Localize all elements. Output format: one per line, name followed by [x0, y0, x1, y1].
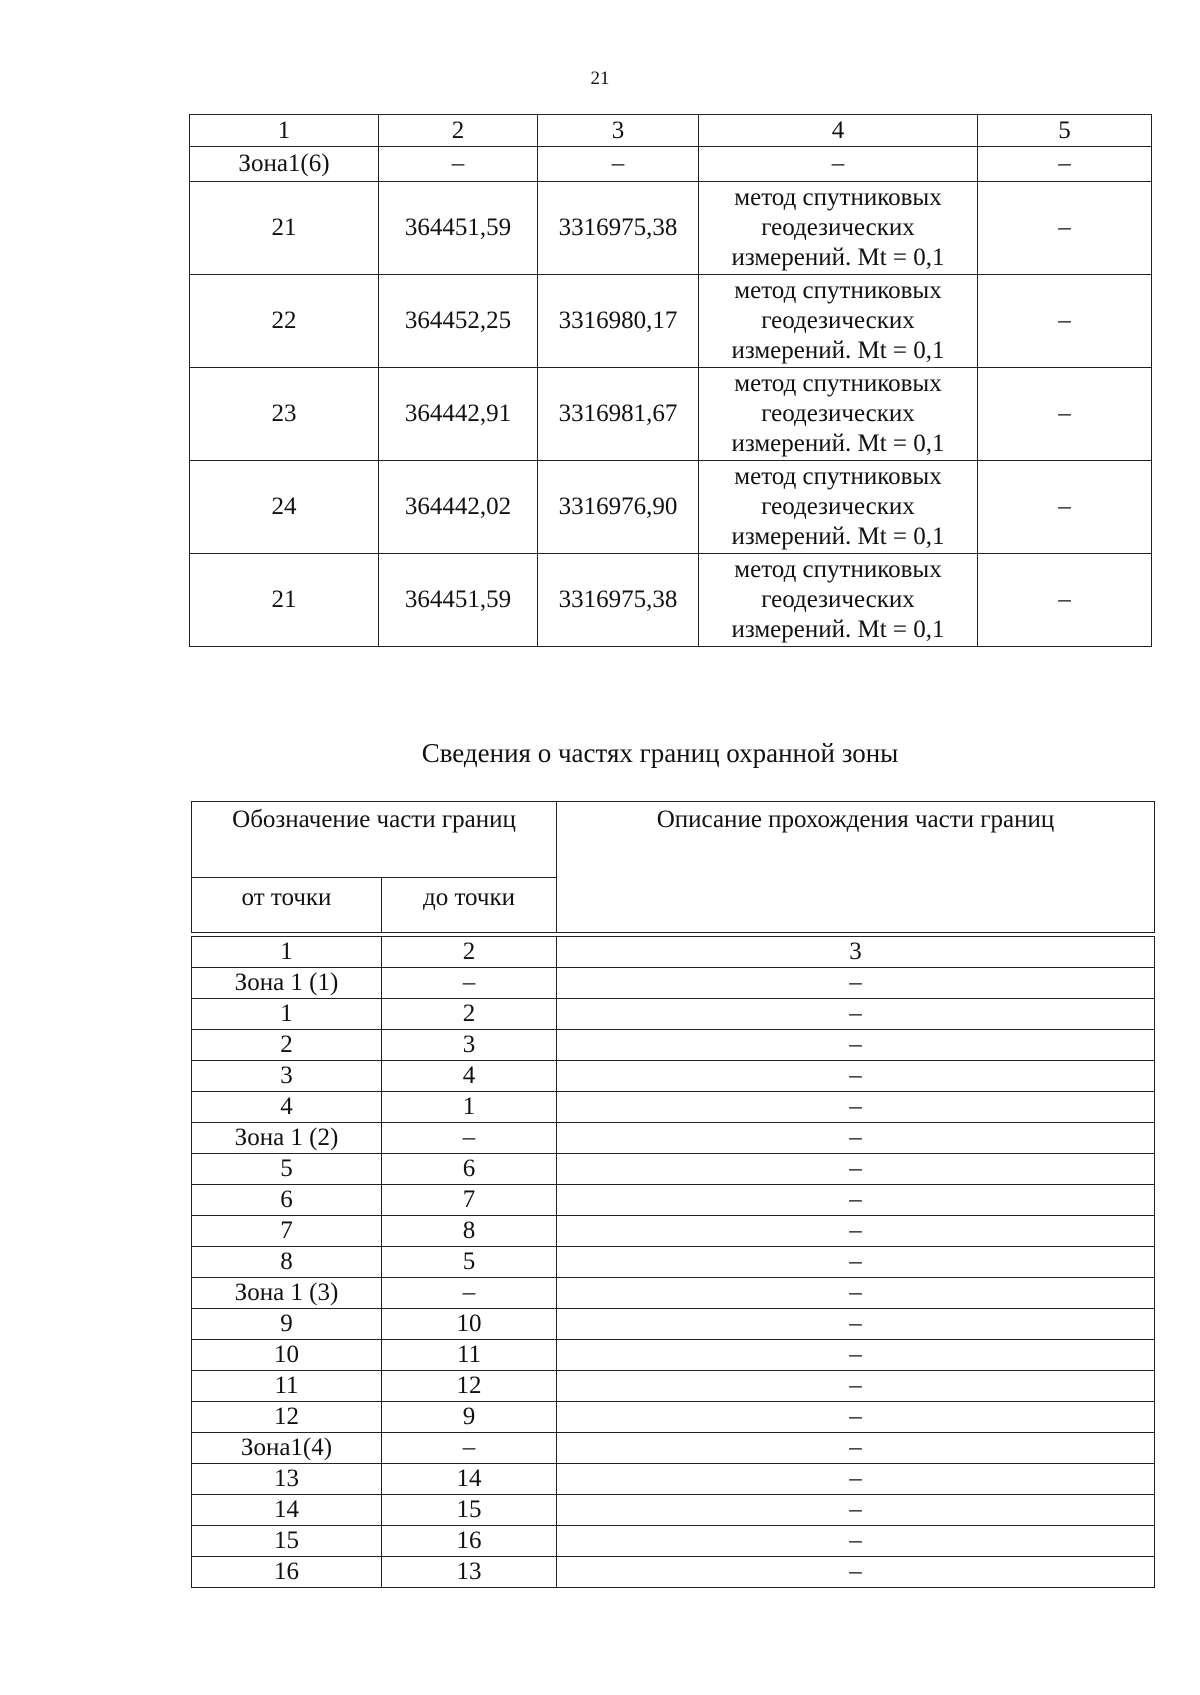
table-row: [192, 1278, 1155, 1309]
description: –: [557, 1030, 1155, 1061]
method-line: метод спутниковых: [734, 556, 942, 583]
table-header-row: [190, 115, 1152, 147]
to-point: 8: [382, 1216, 557, 1247]
column-number: 3: [538, 115, 699, 147]
y-coordinate: 3316976,90: [538, 461, 699, 554]
to-point: 7: [382, 1185, 557, 1216]
description: –: [557, 1216, 1155, 1247]
from-point: 10: [192, 1340, 382, 1371]
column-number: 1: [190, 115, 379, 147]
description: –: [557, 1402, 1155, 1433]
table-header-row: [192, 802, 1155, 878]
description: –: [557, 999, 1155, 1030]
to-point: –: [382, 968, 557, 999]
column-number: 4: [699, 115, 978, 147]
table-row: [190, 275, 1152, 368]
method-line: метод спутниковых: [734, 463, 942, 490]
table-cell: –: [978, 368, 1152, 461]
description: –: [557, 1433, 1155, 1464]
from-point: 12: [192, 1402, 382, 1433]
to-point: 11: [382, 1340, 557, 1371]
point-number: 23: [190, 368, 379, 461]
description: –: [557, 1247, 1155, 1278]
table-cell: –: [978, 554, 1152, 647]
y-coordinate: 3316980,17: [538, 275, 699, 368]
table-cell: –: [978, 275, 1152, 368]
coordinates-table: [189, 114, 1152, 647]
to-point: 1: [382, 1092, 557, 1123]
x-coordinate: 364451,59: [379, 554, 538, 647]
method-line: измерений. Mt = 0,1: [731, 430, 945, 457]
to-point: 15: [382, 1495, 557, 1526]
x-coordinate: 364442,91: [379, 368, 538, 461]
column-number: 2: [379, 115, 538, 147]
table-cell: –: [978, 182, 1152, 275]
column-number: 1: [192, 937, 382, 968]
from-point: 8: [192, 1247, 382, 1278]
y-coordinate: 3316975,38: [538, 554, 699, 647]
table-row: [192, 1061, 1155, 1092]
from-point: 13: [192, 1464, 382, 1495]
from-point: Зона 1 (3): [192, 1278, 382, 1309]
to-point: 2: [382, 999, 557, 1030]
table-row: [192, 1030, 1155, 1061]
table-cell: –: [379, 147, 538, 182]
to-point: 9: [382, 1402, 557, 1433]
table-row: [190, 461, 1152, 554]
method-description: [699, 368, 978, 461]
description: –: [557, 1061, 1155, 1092]
to-point: 16: [382, 1526, 557, 1557]
boundary-parts-body: [192, 968, 1155, 1588]
method-description: [699, 182, 978, 275]
description: –: [557, 1340, 1155, 1371]
to-point: –: [382, 1278, 557, 1309]
table-row: [192, 1557, 1155, 1588]
table-row: [190, 368, 1152, 461]
x-coordinate: 364451,59: [379, 182, 538, 275]
table-row: [192, 1402, 1155, 1433]
from-point: 15: [192, 1526, 382, 1557]
table-row: [192, 1123, 1155, 1154]
to-point: 13: [382, 1557, 557, 1588]
table-row: [192, 1216, 1155, 1247]
from-point-header: от точки: [192, 878, 382, 933]
zone-row: [190, 147, 1152, 182]
point-number: 21: [190, 554, 379, 647]
description: –: [557, 1557, 1155, 1588]
table-row: [192, 1309, 1155, 1340]
from-point: 6: [192, 1185, 382, 1216]
description: –: [557, 1495, 1155, 1526]
table-cell: –: [978, 147, 1152, 182]
from-point: 1: [192, 999, 382, 1030]
method-description: [699, 461, 978, 554]
method-line: измерений. Mt = 0,1: [731, 244, 945, 271]
table-cell: –: [538, 147, 699, 182]
zone-label: Зона1(6): [190, 147, 379, 182]
from-point: 16: [192, 1557, 382, 1588]
method-line: геодезических: [761, 493, 915, 520]
table-row: [190, 182, 1152, 275]
table-row: [192, 968, 1155, 999]
method-line: измерений. Mt = 0,1: [731, 523, 945, 550]
y-coordinate: 3316975,38: [538, 182, 699, 275]
description: –: [557, 1278, 1155, 1309]
description: –: [557, 968, 1155, 999]
table-row: [192, 1092, 1155, 1123]
description: –: [557, 1185, 1155, 1216]
from-point: 5: [192, 1154, 382, 1185]
description: –: [557, 1154, 1155, 1185]
table-row: [192, 1433, 1155, 1464]
method-description: [699, 275, 978, 368]
column-number: 2: [382, 937, 557, 968]
description: –: [557, 1309, 1155, 1340]
table-row: [190, 554, 1152, 647]
from-point: 4: [192, 1092, 382, 1123]
method-description: [699, 554, 978, 647]
column-number: 3: [557, 937, 1155, 968]
description: –: [557, 1464, 1155, 1495]
description: –: [557, 1526, 1155, 1557]
method-line: геодезических: [761, 586, 915, 613]
table-row: [192, 1154, 1155, 1185]
boundary-parts-table: [191, 801, 1155, 1588]
from-point: 14: [192, 1495, 382, 1526]
description: –: [557, 1371, 1155, 1402]
designation-header: Обозначение части границ: [192, 802, 557, 878]
table-row: [192, 1340, 1155, 1371]
to-point: –: [382, 1433, 557, 1464]
table-row: [192, 1247, 1155, 1278]
method-line: метод спутниковых: [734, 370, 942, 397]
table-row: [192, 1464, 1155, 1495]
from-point: Зона1(4): [192, 1433, 382, 1464]
method-line: геодезических: [761, 400, 915, 427]
section-title: Сведения о частях границ охранной зоны: [421, 738, 899, 768]
page-number: 21: [590, 68, 610, 89]
to-point: 6: [382, 1154, 557, 1185]
method-line: измерений. Mt = 0,1: [731, 616, 945, 643]
method-line: измерений. Mt = 0,1: [731, 337, 945, 364]
table-row: [192, 1371, 1155, 1402]
table-cell: –: [699, 147, 978, 182]
method-line: геодезических: [761, 214, 915, 241]
to-point: 5: [382, 1247, 557, 1278]
table-row: [192, 999, 1155, 1030]
from-point: Зона 1 (2): [192, 1123, 382, 1154]
x-coordinate: 364442,02: [379, 461, 538, 554]
point-number: 24: [190, 461, 379, 554]
column-number-row: [192, 937, 1155, 968]
point-number: 21: [190, 182, 379, 275]
method-line: метод спутниковых: [734, 277, 942, 304]
to-point-header: до точки: [382, 878, 557, 933]
from-point: Зона 1 (1): [192, 968, 382, 999]
to-point: 3: [382, 1030, 557, 1061]
to-point: 4: [382, 1061, 557, 1092]
description: –: [557, 1123, 1155, 1154]
x-coordinate: 364452,25: [379, 275, 538, 368]
to-point: 12: [382, 1371, 557, 1402]
description-header: Описание прохождения части границ: [557, 802, 1155, 933]
table-cell: –: [978, 461, 1152, 554]
to-point: 10: [382, 1309, 557, 1340]
column-number: 5: [978, 115, 1152, 147]
table-row: [192, 1495, 1155, 1526]
method-line: метод спутниковых: [734, 184, 942, 211]
description: –: [557, 1092, 1155, 1123]
point-number: 22: [190, 275, 379, 368]
y-coordinate: 3316981,67: [538, 368, 699, 461]
from-point: 3: [192, 1061, 382, 1092]
to-point: 14: [382, 1464, 557, 1495]
from-point: 2: [192, 1030, 382, 1061]
method-line: геодезических: [761, 307, 915, 334]
from-point: 11: [192, 1371, 382, 1402]
table-row: [192, 1526, 1155, 1557]
table-row: [192, 1185, 1155, 1216]
from-point: 7: [192, 1216, 382, 1247]
to-point: –: [382, 1123, 557, 1154]
from-point: 9: [192, 1309, 382, 1340]
